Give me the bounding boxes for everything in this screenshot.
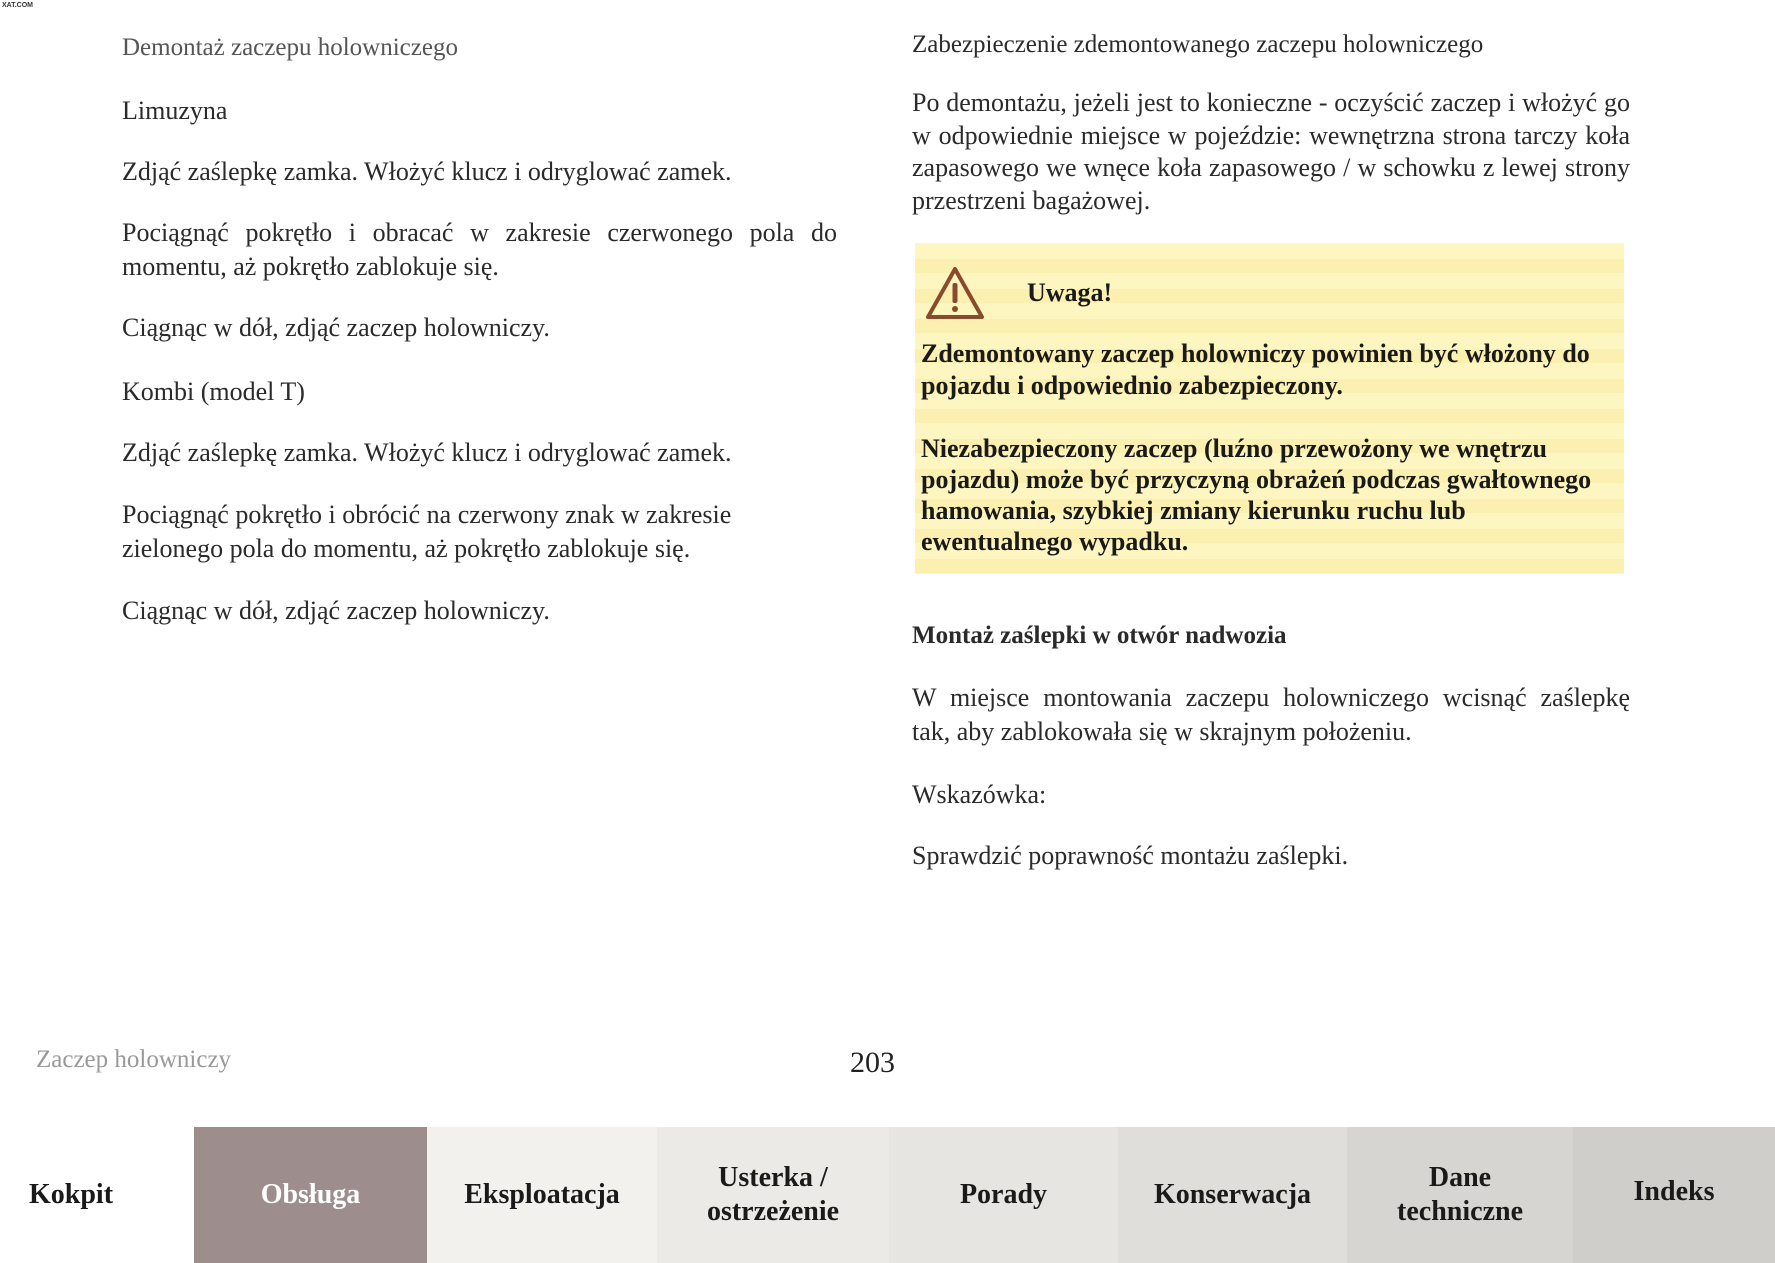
note-text: Sprawdzić poprawność montażu zaślepki. — [912, 841, 1349, 870]
warning-triangle-icon — [925, 265, 985, 321]
warning-heading: Uwaga! — [1027, 278, 1113, 307]
paragraph: Limuzyna — [122, 96, 228, 125]
tab-konserwacja[interactable]: Konserwacja — [1118, 1127, 1347, 1263]
tab-obsluga[interactable]: Obsługa — [194, 1127, 427, 1263]
paragraph: Pociągnąć pokrętło i obrócić na czerwony znak w zakresie zielonego pola do momentu, aż pokrętło zablokuje się. — [122, 500, 732, 563]
paragraph: Pociągnąć pokrętło i obracać w zakresie czerwonego pola do momentu, aż pokrętło zablokuje się. — [122, 218, 837, 281]
footer-section: Zaczep holowniczy — [36, 1046, 232, 1073]
paragraph: Ciągnąc w dół, zdjąć zaczep holowniczy. — [122, 313, 550, 342]
section-title: Zabezpieczenie zdemontowanego zaczepu holowniczego — [912, 31, 1484, 58]
paragraph: Po demontażu, jeżeli jest to konieczne - oczyścić zaczep i włożyć go w odpowiednie miejsce w pojeździe: wewnętrzna strona tarczy koła zapasowego we wnęce koła zapasowego / w schowku z lewej strony przestrzeni bagażowej. — [912, 88, 1630, 215]
paragraph: Zdjąć zaślepkę zamka. Włożyć klucz i odryglować zamek. — [122, 438, 732, 467]
page-number: 203 — [850, 1046, 895, 1079]
chapter-nav — [0, 1127, 1775, 1263]
subheading: Montaż zaślepki w otwór nadwozia — [912, 622, 1287, 649]
tab-dane-techniczne[interactable]: Dane techniczne — [1347, 1127, 1573, 1263]
watermark: XAT.COM — [2, 2, 33, 9]
warning-text: Zdemontowany zaczep holowniczy powinien być włożony do pojazdu i odpowiednio zabezpieczony. — [921, 339, 1590, 400]
tab-indeks[interactable]: Indeks — [1573, 1127, 1775, 1263]
paragraph: Ciągnąc w dół, zdjąć zaczep holowniczy. — [122, 596, 550, 625]
note-label: Wskazówka: — [912, 780, 1047, 809]
section-title: Demontaż zaczepu holowniczego — [122, 34, 458, 61]
tab-usterka[interactable]: Usterka / ostrzeżenie — [657, 1127, 889, 1263]
tab-eksploatacja[interactable]: Eksploatacja — [427, 1127, 657, 1263]
warning-text: Niezabezpieczony zaczep (luźno przewożony we wnętrzu pojazdu) może być przyczyną obrażeń podczas gwałtownego hamowania, szybkiej zmiany kierunku ruchu lub ewentualnego wypadku. — [921, 434, 1592, 556]
tab-porady[interactable]: Porady — [889, 1127, 1118, 1263]
warning-box — [915, 243, 1624, 574]
paragraph: W miejsce montowania zaczepu holowniczego wcisnąć zaślepkę tak, aby zablokowała się w skrajnym położeniu. — [912, 683, 1630, 746]
paragraph: Kombi (model T) — [122, 377, 305, 406]
tab-kokpit[interactable]: Kokpit — [0, 1127, 142, 1263]
paragraph: Zdjąć zaślepkę zamka. Włożyć klucz i odryglować zamek. — [122, 157, 732, 186]
